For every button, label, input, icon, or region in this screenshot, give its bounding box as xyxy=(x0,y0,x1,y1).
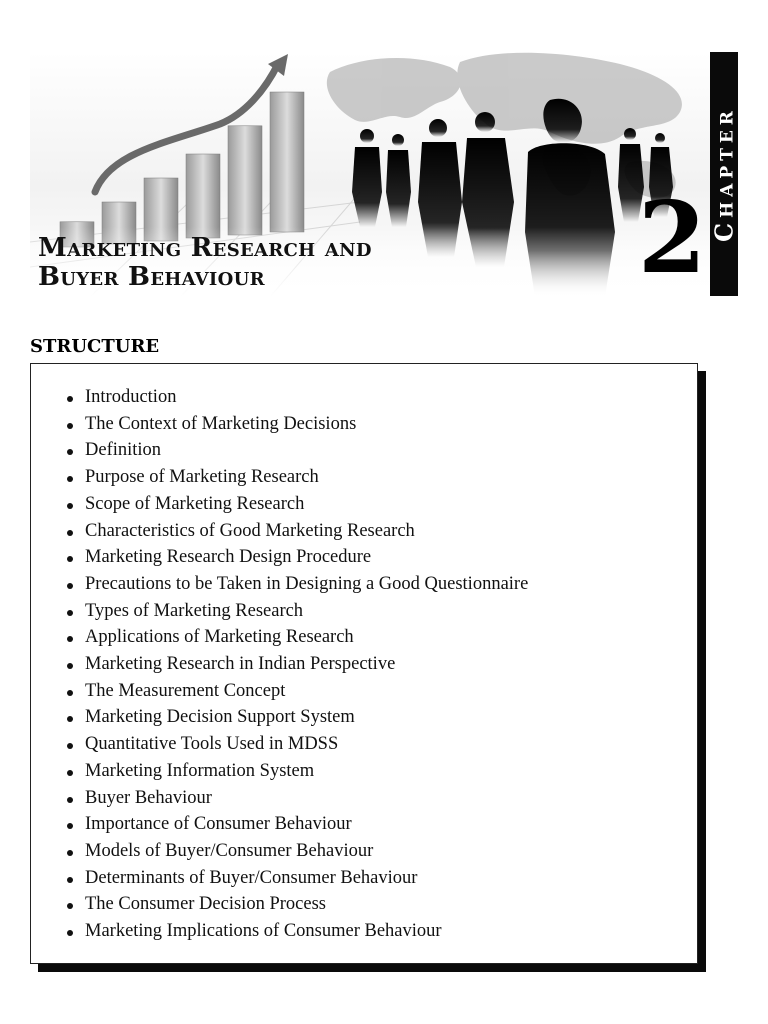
structure-list-item xyxy=(67,571,697,598)
bar-graph-bar xyxy=(270,92,304,232)
structure-list-item xyxy=(67,704,697,731)
bullet-icon xyxy=(67,610,73,616)
structure-item-text: Marketing Decision Support System xyxy=(85,707,355,728)
bullet-icon xyxy=(67,396,73,402)
bullet-icon xyxy=(67,930,73,936)
structure-item-text: Determinants of Buyer/Consumer Behaviour xyxy=(85,867,418,888)
structure-list-item xyxy=(67,651,697,678)
structure-box xyxy=(30,363,698,964)
bullet-icon xyxy=(67,770,73,776)
structure-list-item xyxy=(67,544,697,571)
structure-list-item xyxy=(67,865,697,892)
bullet-icon xyxy=(67,823,73,829)
bullet-icon xyxy=(67,903,73,909)
bullet-icon xyxy=(67,449,73,455)
structure-item-text: Precautions to be Taken in Designing a Good Questionnaire xyxy=(85,573,529,594)
structure-list-item xyxy=(67,678,697,705)
structure-heading: STRUCTURE xyxy=(30,336,160,357)
bullet-icon xyxy=(67,476,73,482)
structure-item-text: Marketing Research Design Procedure xyxy=(85,547,372,568)
structure-list xyxy=(31,364,697,945)
structure-item-text: Importance of Consumer Behaviour xyxy=(85,814,352,835)
bullet-icon xyxy=(67,877,73,883)
structure-list-item xyxy=(67,838,697,865)
structure-list-item xyxy=(67,731,697,758)
structure-item-text: Applications of Marketing Research xyxy=(85,627,354,648)
structure-list-item xyxy=(67,411,697,438)
structure-list-item xyxy=(67,811,697,838)
bullet-icon xyxy=(67,423,73,429)
structure-item-text: The Consumer Decision Process xyxy=(85,894,326,915)
structure-list-item xyxy=(67,464,697,491)
structure-list-item xyxy=(67,758,697,785)
structure-item-text: Models of Buyer/Consumer Behaviour xyxy=(85,840,374,861)
structure-item-text: Purpose of Marketing Research xyxy=(85,467,319,488)
structure-item-text: Scope of Marketing Research xyxy=(85,493,305,514)
structure-item-text: The Measurement Concept xyxy=(85,680,286,701)
structure-list-item xyxy=(67,891,697,918)
bullet-icon xyxy=(67,636,73,642)
structure-list-item xyxy=(67,518,697,545)
bullet-icon xyxy=(67,556,73,562)
bar-graph-bar xyxy=(228,126,262,235)
bullet-icon xyxy=(67,690,73,696)
structure-item-text: Definition xyxy=(85,440,162,461)
bar-graph-bar xyxy=(186,154,220,238)
chapter-title-line-2: Buyer Behaviour xyxy=(38,262,265,292)
structure-item-text: Introduction xyxy=(85,387,177,407)
bullet-icon xyxy=(67,797,73,803)
bullet-icon xyxy=(67,583,73,589)
bullet-icon xyxy=(67,850,73,856)
structure-list-item xyxy=(67,918,697,945)
structure-item-text: Marketing Information System xyxy=(85,760,315,781)
bullet-icon xyxy=(67,503,73,509)
structure-list-item xyxy=(67,384,697,411)
chapter-label-strip xyxy=(710,52,738,296)
bullet-icon xyxy=(67,663,73,669)
structure-list-item xyxy=(67,491,697,518)
structure-item-text: Quantitative Tools Used in MDSS xyxy=(85,734,339,755)
structure-list-item xyxy=(67,598,697,625)
chapter-number: 2 xyxy=(638,181,707,296)
bullet-icon xyxy=(67,716,73,722)
chapter-title-line-1: Marketing Research and xyxy=(38,233,372,263)
structure-item-text: The Context of Marketing Decisions xyxy=(85,413,357,434)
bullet-icon xyxy=(67,530,73,536)
structure-item-text: Characteristics of Good Marketing Research xyxy=(85,520,415,541)
chapter-title xyxy=(38,234,372,292)
structure-list-item xyxy=(67,624,697,651)
bullet-icon xyxy=(67,743,73,749)
structure-item-text: Types of Marketing Research xyxy=(85,600,304,621)
structure-item-text: Marketing Implications of Consumer Behaviour xyxy=(85,921,442,942)
structure-list-item xyxy=(67,437,697,464)
chapter-label: CHAPTER xyxy=(709,106,739,242)
structure-item-text: Marketing Research in Indian Perspective xyxy=(85,654,396,675)
structure-list-item xyxy=(67,785,697,812)
structure-item-text: Buyer Behaviour xyxy=(85,787,212,808)
